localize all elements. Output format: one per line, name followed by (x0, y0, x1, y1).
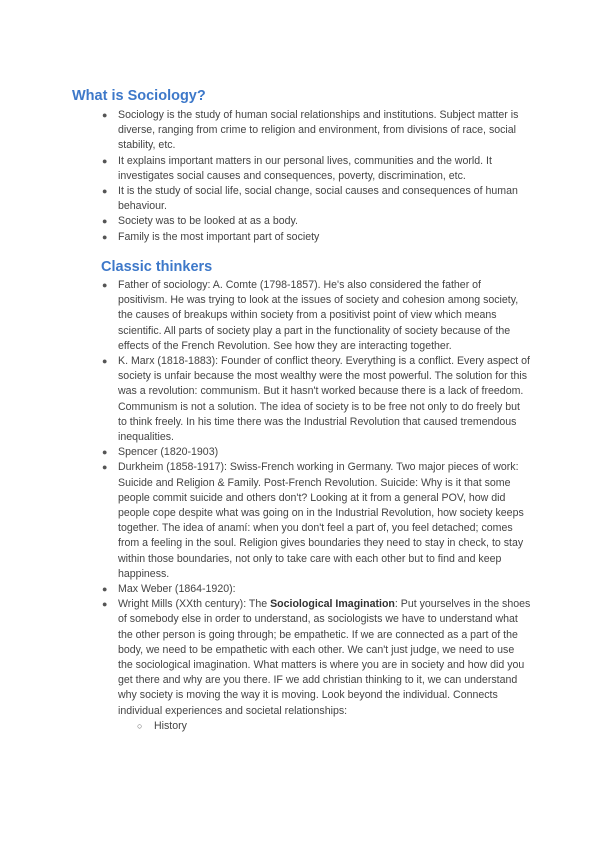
list-item: ● It explains important matters in our personal lives, communities and the world. It investigates social causes and consequences, poverty, discrimination, etc. (102, 154, 492, 182)
list-item-mills: ● Wright Mills (XXth century): The Sociological Imagination: Put yourselves in the shoes of somebody else in order to understand, as sociologists we have to understand what the other person is going through; be empathetic. If we are connected as a part of the body, we need to be empathetic with each other. We can't just judge, we need to use the sociological imagination. What matters is where you are in society and how did you get there and why are you there. IF we add christian thinking to it, we can understand why society is moving the way it is moving. Look beyond the individual. Connects individual experiences and societal relationships: ○ History (101, 597, 531, 734)
list-item-spencer: ● Spencer (1820-1903) (101, 445, 531, 460)
list-what-is-sociology (101, 108, 531, 245)
sublist-item: ○ History (118, 719, 531, 734)
bullet-icon: ● (102, 599, 108, 610)
list-item-comte: ● Father of sociology: A. Comte (1798-1857). He's also considered the father of positivism. He was trying to look at the issues of society and cohesion among society, the causes of breakups within society from a positivist point of view which means scientific. All parts of society play a part in the functionality of society because of the effects of the French Revolution. See how they are interacting together. (102, 279, 519, 352)
list-item: ● Family is the most important part of society (101, 230, 531, 245)
heading-classic-thinkers: Classic thinkers (101, 259, 213, 275)
bullet-icon: ● (102, 186, 108, 197)
bullet-icon: ● (102, 155, 108, 166)
list-item: ● It is the study of social life, social change, social causes and consequences of human behaviour. (102, 185, 518, 213)
list-item-marx: ● K. Marx (1818-1883): Founder of conflict theory. Everything is a conflict. Every aspect of society is unfair because the most wealthy were the most powerful. The solution for this was a revolution: communism. But it hasn't worked because there is a lack of freedom. Communism is not a solution. The idea of society is to be free not only to do freely but to think freely. In his time there was the Industrial Revolution that caused tremendous inequalities. (102, 355, 530, 444)
bullet-icon: ● (102, 584, 108, 595)
list-item: ● Sociology is the study of human social relationships and institutions. Subject matter is diverse, ranging from crime to religion and environment, from divisions of race, social stability, etc. (102, 109, 519, 152)
term-sociological-imagination: Sociological Imagination (270, 598, 395, 611)
sublist-mills (118, 719, 531, 734)
list-classic-thinkers (101, 278, 531, 734)
bullet-icon: ● (102, 356, 108, 367)
bullet-icon: ● (102, 110, 108, 120)
bullet-icon: ● (102, 447, 108, 458)
bullet-icon: ● (102, 462, 108, 473)
list-item-weber: ● Max Weber (1864-1920): (101, 582, 531, 597)
list-item: ● Society was to be looked at as a body. (101, 214, 531, 229)
bullet-icon: ● (102, 231, 108, 242)
bullet-icon: ● (102, 280, 108, 290)
heading-what-is-sociology: What is Sociology? (72, 88, 206, 104)
circle-bullet-icon: ○ (137, 720, 143, 731)
bullet-icon: ● (102, 216, 108, 227)
list-item-durkheim: ● Durkheim (1858-1917): Swiss-French working in Germany. Two major pieces of work: Suicide and Religion & Family. Post-French Revolution. Suicide: Why is it that some people commit suicide and others don't? Looking at it from a general POV, how did people cope despite what was going on in the Industrial Revolution, how society keeps together. The idea of anamí: when you don't feel a part of, you feel detached; comes from a feeling in the soul. Religion gives boundaries they need to stay in check, to stay within those boundaries, not only to take care with each other but to find and keep happiness. (102, 461, 524, 580)
